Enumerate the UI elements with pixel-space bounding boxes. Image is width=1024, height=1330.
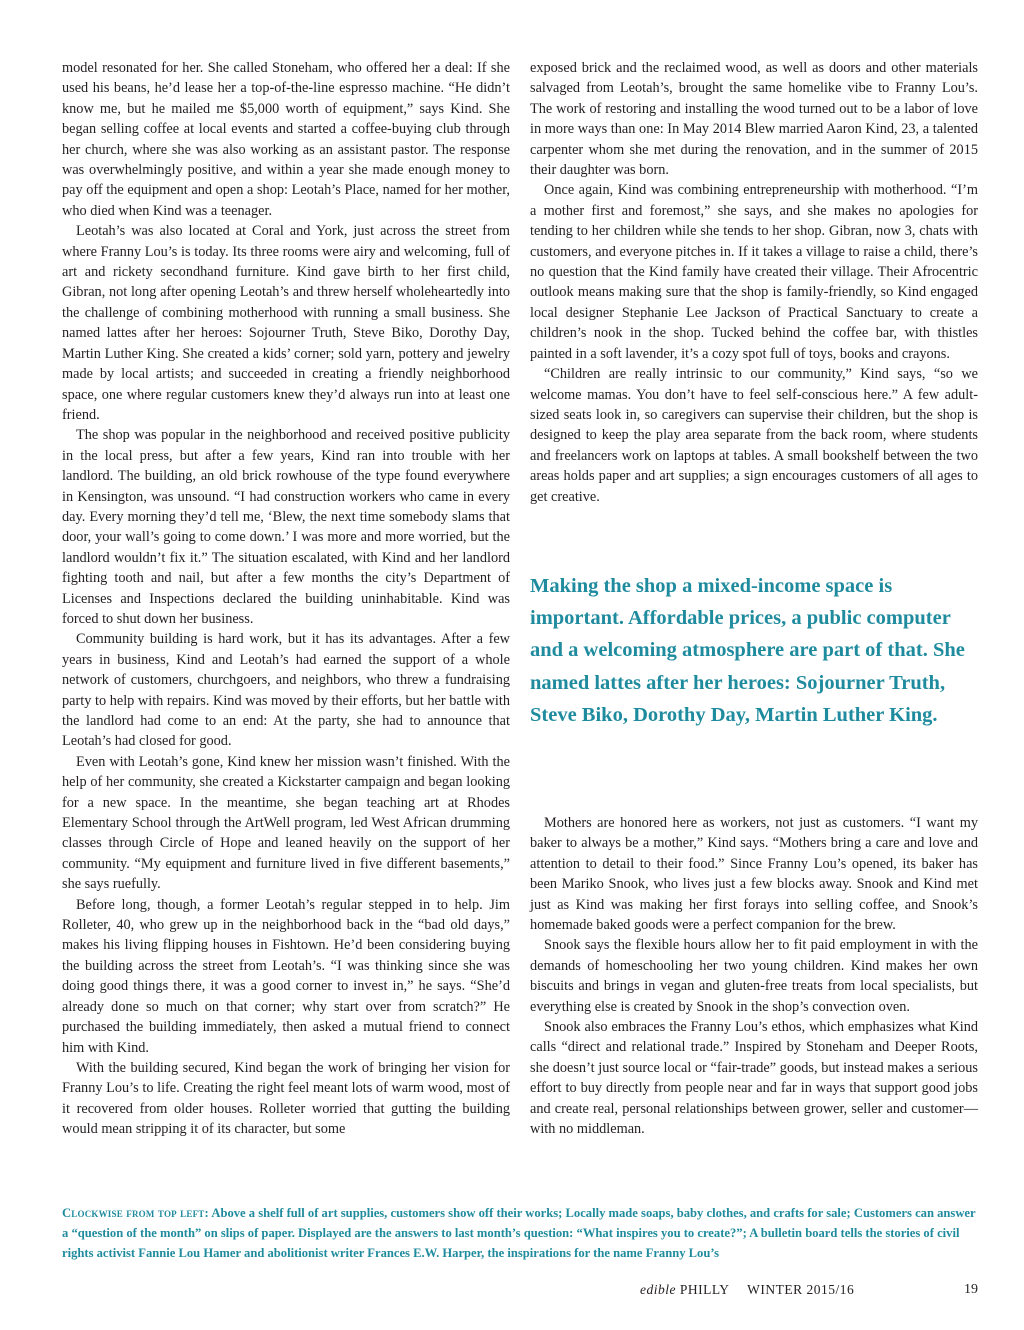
body-paragraph: Leotah’s was also located at Coral and York, just across the street from where Franny Lou’s is today. Its three rooms were airy and welcoming, full of art and rickety secondhand furniture. Kind gave birth to her first child, Gibran, not long after opening Leotah’s and threw herself wholeheartedly into the challenge of combining motherhood with running a small business. She named lattes after her heroes: Sojourner Truth, Steve Biko, Dorothy Day, Martin Luther King. She created a kids’ corner; sold yarn, pottery and jewelry made by local artists; and succeeded in creating a friendly neighborhood space, one where regular customers knew they’d always run into at least one friend.: [62, 223, 510, 423]
caption-text: Above a shelf full of art supplies, customers show off their works; Locally made soaps, baby clothes, and crafts for sale; Customers can answer a “question of the month” on slips of paper. Displayed are the answers to last month’s question: “What inspires you to create?”; A bulletin board tells the stories of civil rights activist Fannie Lou Hamer and abolitionist writer Frances E.W. Harper, the inspirations for the name Franny Lou’s: [62, 1206, 976, 1260]
body-paragraph: Community building is hard work, but it has its advantages. After a few years in business, Kind and Leotah’s had earned the support of a whole network of customers, churchgoers, and neighbors, who threw a fundraising party to help with repairs. Kind was moved by their efforts, but her battle with the landlord had come to an end: At the party, she had to announce that Leotah’s had closed for good.: [62, 631, 510, 750]
pull-quote: Making the shop a mixed-income space is important. Affordable prices, a public computer and a welcoming atmosphere are part of that. She named lattes after her heroes: Sojourner Truth, Steve Biko, Dorothy Day, Martin Luther King.: [530, 575, 965, 726]
body-paragraph: Before long, though, a former Leotah’s regular stepped in to help. Jim Rolleter, 40, who grew up in the neighborhood back in the “bad old days,” makes his living flipping houses in Fishtown. He’d been considering buying the building across the street from Leotah’s. “I was thinking since she was doing good things there, it was a good corner to invest in,” he says. “She’d already done so much on that corner; why start over from scratch?” He purchased the building immediately, then asked a mutual friend to connect him with Kind.: [62, 896, 510, 1056]
body-paragraph: Even with Leotah’s gone, Kind knew her mission wasn’t finished. With the help of her community, she created a Kickstarter campaign and began looking for a new space. In the meantime, she began teaching art at Rhodes Elementary School through the ArtWell program, led West African drumming classes through Circle of Hope and leaned heavily on the support of her community. “My equipment and furniture lived in five different basements,” she says ruefully.: [62, 753, 510, 893]
body-paragraph: “Children are really intrinsic to our community,” Kind says, “so we welcome mamas. You don’t have to feel self-conscious here.” A few adult-sized seats look in, so caregivers can supervise their children, but the shop is designed to keep the play area separate from the back room, where students and freelancers work on laptops at tables. A small bookshelf between the two areas holds paper and art supplies; a sign encourages customers of all ages to get creative.: [530, 366, 978, 505]
right-column-top: [530, 58, 978, 507]
publication-italic: edible: [640, 1282, 676, 1297]
body-paragraph: The shop was popular in the neighborhood and received positive publicity in the local press, but after a few years, Kind ran into trouble with her landlord. The building, an old brick rowhouse of the type found everywhere in Kensington, was unsound. “I had construction workers who came in every day. Every morning they’d tell me, ‘Blew, the next time somebody slams that door, your wall’s going to come down.’ I was more and more worried, but the landlord wouldn’t fix it.” The situation escalated, with Kind and her landlord fighting tooth and nail, but after a few months the city’s Department of Licenses and Inspections declared the building uninhabitable. Kind was forced to shut down her business.: [62, 427, 510, 627]
issue-label: WINTER 2015/16: [747, 1282, 855, 1297]
page-footer: [640, 1282, 978, 1298]
body-paragraph: Snook says the flexible hours allow her to fit paid employment in with the demands of homeschooling her two young children. Kind makes her own biscuits and brings in vegan and gluten-free treats from local specialists, but everything else is created by Snook in the shop’s convection oven.: [530, 937, 978, 1015]
body-paragraph: Snook also embraces the Franny Lou’s ethos, which emphasizes what Kind calls “direct and relational trade.” Inspired by Stoneham and Deeper Roots, she doesn’t just source local or “fair-trade” goods, but instead makes a serious effort to buy directly from people near and far in ways that support good jobs and create real, personal relationships between grower, seller and customer—with no middleman.: [530, 1019, 978, 1138]
photo-caption: [62, 1203, 978, 1263]
body-paragraph: With the building secured, Kind began the work of bringing her vision for Franny Lou’s to life. Creating the right feel meant lots of warm wood, most of it recovered from older houses. Rolleter worried that gutting the building would mean stripping it of its character, but some: [62, 1059, 510, 1138]
body-paragraph: Once again, Kind was combining entrepreneurship with motherhood. “I’m a mother first and foremost,” she says, and she makes no apologies for tending to her children while she tends to her shop. Gibran, now 3, chats with customers, and everyone pitches in. If it takes a village to raise a child, there’s no question that the Kind family have created their village. Their Afrocentric outlook means making sure that the shop is family-friendly, so Kind engaged local designer Stephanie Lee Jackson of Practical Sanctuary to create a children’s nook in the shop. Tucked behind the coffee bar, with thistles painted in a soft lavender, it’s a cozy spot full of toys, books and crayons.: [530, 182, 978, 362]
body-paragraph: model resonated for her. She called Stoneham, who offered her a deal: If she used his beans, he’d lease her a top-of-the-line espresso machine. “He didn’t know me, but he mailed me $5,000 worth of equipment,” says Kind. She began selling coffee at local events and started a coffee-buying club through her church, where she was also working as an assistant pastor. The response was overwhelmingly positive, and within a year she made enough money to pay off the equipment and open a shop: Leotah’s Place, named for her mother, who died when Kind was a teenager.: [62, 60, 510, 219]
caption-lead: Clockwise from top left:: [62, 1206, 209, 1220]
left-column: [62, 58, 510, 1140]
publication-name: PHILLY: [679, 1282, 730, 1297]
body-paragraph: exposed brick and the reclaimed wood, as well as doors and other materials salvaged from Leotah’s, brought the same homelike vibe to Franny Lou’s. The work of restoring and installing the wood turned out to be a labor of love in more ways than one: In May 2014 Blew married Aaron Kind, 23, a talented carpenter whom she met during the renovation, and in the summer of 2015 their daughter was born.: [530, 60, 978, 179]
right-column-bottom: [530, 813, 978, 1140]
page-number: 19: [964, 1282, 978, 1297]
body-paragraph: Mothers are honored here as workers, not just as customers. “I want my baker to always be a mother,” Kind says. “Mothers bring a care and love and attention to detail to their food.” Since Franny Lou’s opened, its baker has been Mariko Snook, who lives just a few blocks away. Snook and Kind met just as Kind was making her first forays into selling coffee, and Snook’s homemade baked goods were a perfect companion for the brew.: [530, 815, 978, 934]
